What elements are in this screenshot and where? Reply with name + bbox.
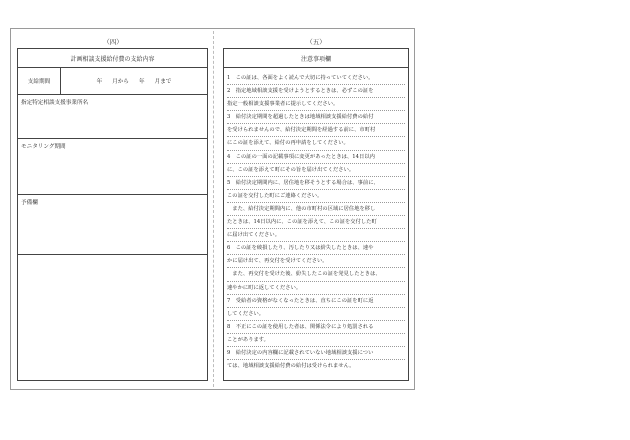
note-line: この証を交付した町にご連絡ください。 [227,190,405,203]
monitoring-period-row [18,139,207,195]
note-line: 速やかに町に返してください。 [227,282,405,295]
note-line: 7 受給者の資格がなくなったときは、直ちにこの証を町に返 [227,295,405,308]
note-line: また、給付決定期間内に、他の市町村の区域に居住地を移し [227,203,405,216]
note-line: 8 不正にこの証を使用した者は、関係法令により処罰される [227,321,405,334]
note-line: 指定一般相談支援事業者に提示してください。 [227,98,405,111]
benefit-content-panel [17,48,208,381]
notes-panel [223,48,409,381]
note-line: 3 給付決定期間を超過したときは地域相談支援給付費の給付 [227,111,405,124]
note-line: にこの証を添えて、給付の再申請をしてください。 [227,137,405,150]
note-line: に、この証を添えて町にその旨を届け出てください。 [227,164,405,177]
monitoring-period-label: モニタリング期間 [21,144,66,150]
note-line: 5 給付決定期間内に、居住地を移そうとする場合は、事前に、 [227,177,405,190]
panel-number-five: （五） [306,38,326,46]
remarks-label: 予備欄 [21,200,38,206]
note-line: かに届け出て、再交付を受けてください。 [227,255,405,268]
benefit-content-header: 計画相談支援給付費の支給内容 [18,49,207,68]
note-line: 2 指定地域相談支援を受けようとするときは、必ずこの証を [227,85,405,98]
fold-line [213,31,214,387]
note-line: 4 この証の一面の記載事項に変更があったときは、14日以内 [227,151,405,164]
note-line: 1 この証は、各面をよく読んで大切に持っていてください。 [227,72,405,85]
benefit-period-label: 支給期間 [18,68,61,94]
note-line: に届け出てください。 [227,229,405,242]
note-line: を受けられませんので、給付決定期間を経過する前に、市町村 [227,124,405,137]
from-month: 月から [112,79,129,85]
benefit-period-value [61,68,207,94]
note-line: 9 給付決定の内容欄に記載されていない地域相談支援につい [227,347,405,360]
to-month: 月まで [154,79,172,85]
office-name-row [18,95,207,139]
notes-header: 注意事項欄 [224,49,408,68]
note-line: ことがあります。 [227,334,405,347]
certificate-sheet [10,28,415,390]
note-line: してください。 [227,308,405,321]
notes-list [224,68,408,372]
office-name-label: 指定特定相談支援事業所名 [21,100,89,106]
benefit-period-row [18,68,207,95]
note-line: また、再交付を受けた後、紛失したこの証を発見したときは、 [227,268,405,281]
note-line: 6 この証を破損したり、汚したり又は紛失したときは、速や [227,242,405,255]
note-line: たときは、14日以内に、この証を添えて、この証を交付した町 [227,216,405,229]
panel-number-four: （四） [103,38,123,46]
note-line: ては、地域相談支援給付費の給付は受けられません。 [227,363,355,370]
from-year: 年 [96,79,103,85]
remarks-row [18,195,207,255]
to-year: 年 [139,79,145,85]
blank-row [18,255,207,365]
